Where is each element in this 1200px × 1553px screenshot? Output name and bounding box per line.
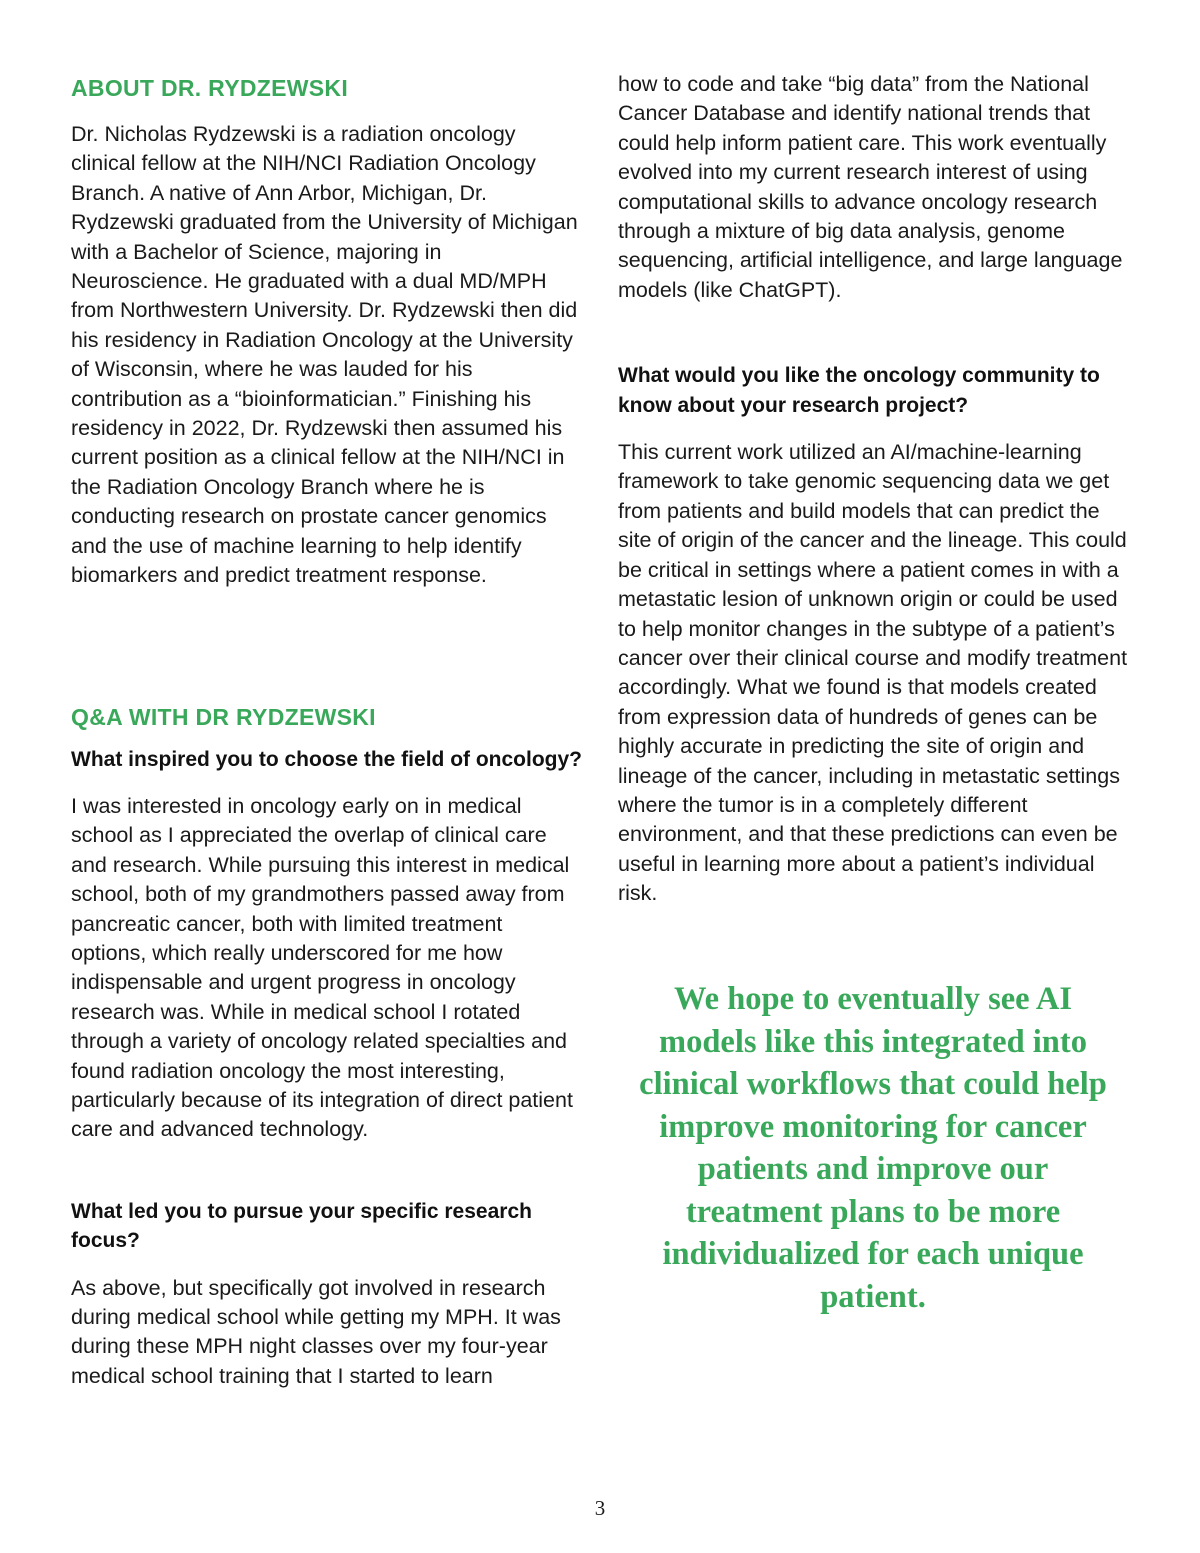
left-column xyxy=(71,68,583,1391)
answer-1: I was interested in oncology early on in medical school as I appreciated the overlap of clinical care and research. While pursuing this interest in medical school, both of my grandmothers passed away from pancreatic cancer, both with limited treatment options, which really underscored for me how indispensable and urgent progress in oncology research was. While in medical school I rotated through a variety of oncology related specialties and found radiation oncology the most interesting, particularly because of its integration of direct patient care and advanced technology. xyxy=(71,793,573,1142)
right-column xyxy=(618,70,1138,909)
question-2: What led you to pursue your specific research focus? xyxy=(71,1199,532,1253)
pull-quote: We hope to eventually see AI models like this integrated into clinical workflows that could help improve monitoring for cancer patients and improve our treatment plans to be more individualized for each unique patient. xyxy=(639,981,1107,1315)
page-number: 3 xyxy=(594,1496,606,1520)
question-1: What inspired you to choose the field of oncology? xyxy=(71,747,583,771)
qa-heading: Q&A WITH DR RYDZEWSKI xyxy=(71,703,376,730)
answer-3: This current work utilized an AI/machine-learning framework to take genomic sequencing data we get from patients and build models that can predict the site of origin of the cancer and the lineage. This could be critical in settings where a patient comes in with a metastatic lesion of unknown origin or could be used to help monitor changes in the subtype of a patient’s cancer over their clinical course and modify treatment accordingly. What we found is that models created from expression data of hundreds of genes can be highly accurate in predicting the site of origin and lineage of the cancer, including in metastatic settings where the tumor is in a completely different environment, and that these predictions can even be useful in learning more about a patient’s individual risk. xyxy=(618,440,1128,906)
answer-2-part-1: As above, but specifically got involved in research during medical school while getting my MPH. It was during these MPH night classes over my four-year medical school training that I started to learn xyxy=(71,1275,561,1388)
about-body: Dr. Nicholas Rydzewski is a radiation oncology clinical fellow at the NIH/NCI Radiation Oncology Branch. A native of Ann Arbor, Michigan, Dr. Rydzewski graduated from the University of Michigan with a Bachelor of Science, majoring in Neuroscience. He graduated with a dual MD/MPH from Northwestern University. Dr. Rydzewski then did his residency in Radiation Oncology at the University of Wisconsin, where he was lauded for his contribution as a “bioinformatician.” Finishing his residency in 2022, Dr. Rydzewski then assumed his current position as a clinical fellow at the NIH/NCI in the Radiation Oncology Branch where he is conducting research on prostate cancer genomics and the use of machine learning to help identify biomarkers and predict treatment response. xyxy=(71,122,578,588)
question-3: What would you like the oncology community to know about your research project? xyxy=(618,364,1100,417)
answer-2-part-2: how to code and take “big data” from the National Cancer Database and identify national trends that could help inform patient care. This work eventually evolved into my current research interest of using computational skills to advance oncology research through a mixture of big data analysis, genome sequencing, artificial intelligence, and large language models (like ChatGPT). xyxy=(618,72,1123,302)
about-heading: ABOUT DR. RYDZEWSKI xyxy=(71,75,349,101)
